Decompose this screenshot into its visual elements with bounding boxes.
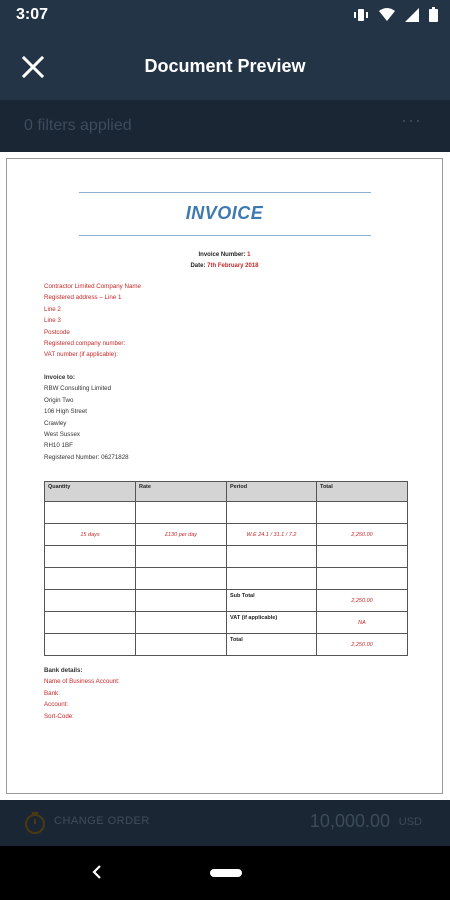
filter-status: 0 filters applied bbox=[24, 117, 132, 134]
column-header: Total bbox=[317, 482, 408, 502]
table-row bbox=[45, 612, 408, 634]
invoice-number-line bbox=[7, 252, 442, 258]
wifi-icon bbox=[379, 8, 395, 22]
invoice-to-label: Invoice to: bbox=[44, 374, 75, 381]
invoice-to-line: 106 High Street bbox=[44, 408, 87, 416]
order-currency: USD bbox=[398, 816, 422, 828]
system-nav-bar bbox=[0, 846, 450, 900]
table-header-row bbox=[45, 482, 408, 502]
bank-line: Name of Business Account: bbox=[44, 678, 120, 686]
order-bar bbox=[0, 800, 450, 846]
total-cell: 2,250.00 bbox=[317, 524, 408, 546]
invoice-to-line: RH10 1BF bbox=[44, 442, 73, 450]
invoice-page bbox=[6, 158, 443, 794]
table-row bbox=[45, 634, 408, 656]
table-row bbox=[45, 524, 408, 546]
back-icon[interactable] bbox=[90, 864, 104, 880]
invoice-to-line: Origin Two bbox=[44, 396, 74, 404]
order-amount: 10,000.00 bbox=[309, 811, 390, 831]
total-value: 2,250.00 bbox=[317, 634, 408, 656]
rate-cell: £130 per day bbox=[136, 524, 227, 546]
filter-bar bbox=[0, 100, 450, 152]
vat-label: VAT (if applicable) bbox=[227, 612, 317, 634]
column-header: Period bbox=[227, 482, 317, 502]
invoice-to-line: Registered Number: 06271828 bbox=[44, 453, 129, 461]
table-row bbox=[45, 546, 408, 568]
table-row bbox=[45, 502, 408, 524]
status-icons bbox=[353, 7, 438, 22]
contractor-line: Line 3 bbox=[44, 317, 61, 325]
bank-details-label: Bank details: bbox=[44, 667, 83, 674]
contractor-line: Contractor Limited Company Name bbox=[44, 283, 141, 290]
clock-icon bbox=[24, 811, 46, 835]
total-label: Total bbox=[227, 634, 317, 656]
document-preview[interactable] bbox=[0, 152, 450, 800]
status-time: 3:07 bbox=[16, 6, 49, 23]
contractor-line: Registered address – Line 1 bbox=[44, 294, 122, 302]
invoice-to-line: RBW Consulting Limited bbox=[44, 385, 112, 393]
quantity-cell: 15 days bbox=[45, 524, 136, 546]
invoice-date-line bbox=[7, 263, 442, 269]
period-cell: W.E 24.1 / 31.1 / 7.2 bbox=[227, 524, 317, 546]
invoice-to-line: Crawley bbox=[44, 419, 67, 427]
contractor-details bbox=[44, 281, 141, 361]
battery-icon bbox=[429, 7, 438, 22]
contractor-line: Registered company number: bbox=[44, 340, 126, 348]
invoice-to-details bbox=[44, 372, 129, 463]
more-options-icon: ··· bbox=[401, 110, 422, 130]
invoice-date-label: Date: bbox=[190, 263, 206, 269]
column-header: Rate bbox=[136, 482, 227, 502]
bank-details bbox=[44, 665, 120, 722]
column-header: Quantity bbox=[45, 482, 136, 502]
table-row bbox=[45, 590, 408, 612]
vibrate-icon bbox=[353, 8, 369, 22]
title-rule-top bbox=[79, 192, 371, 193]
contractor-line: Line 2 bbox=[44, 305, 61, 313]
invoice-date-value: 7th February 2018 bbox=[207, 263, 259, 269]
signal-icon bbox=[405, 8, 419, 22]
title-rule-bottom bbox=[79, 235, 371, 236]
invoice-table bbox=[44, 481, 408, 656]
invoice-title: INVOICE bbox=[185, 203, 264, 223]
contractor-line: Postcode bbox=[44, 328, 70, 336]
contractor-line: VAT number (if applicable): bbox=[44, 351, 118, 359]
bank-line: Bank: bbox=[44, 689, 60, 697]
invoice-number-label: Invoice Number: bbox=[198, 252, 246, 258]
bank-line: Account: bbox=[44, 701, 69, 709]
invoice-to-line: West Sussex bbox=[44, 431, 80, 439]
bank-line: Sort-Code: bbox=[44, 712, 74, 720]
vat-value: NA bbox=[317, 612, 408, 634]
table-row bbox=[45, 568, 408, 590]
status-bar bbox=[0, 0, 450, 32]
page-title: Document Preview bbox=[144, 56, 306, 76]
invoice-number-value: 1 bbox=[247, 252, 251, 258]
app-bar bbox=[0, 32, 450, 100]
home-pill[interactable] bbox=[210, 869, 242, 877]
change-order-label: CHANGE ORDER bbox=[54, 815, 150, 827]
sub-total-label: Sub Total bbox=[227, 590, 317, 612]
sub-total-value: 2,250.00 bbox=[317, 590, 408, 612]
